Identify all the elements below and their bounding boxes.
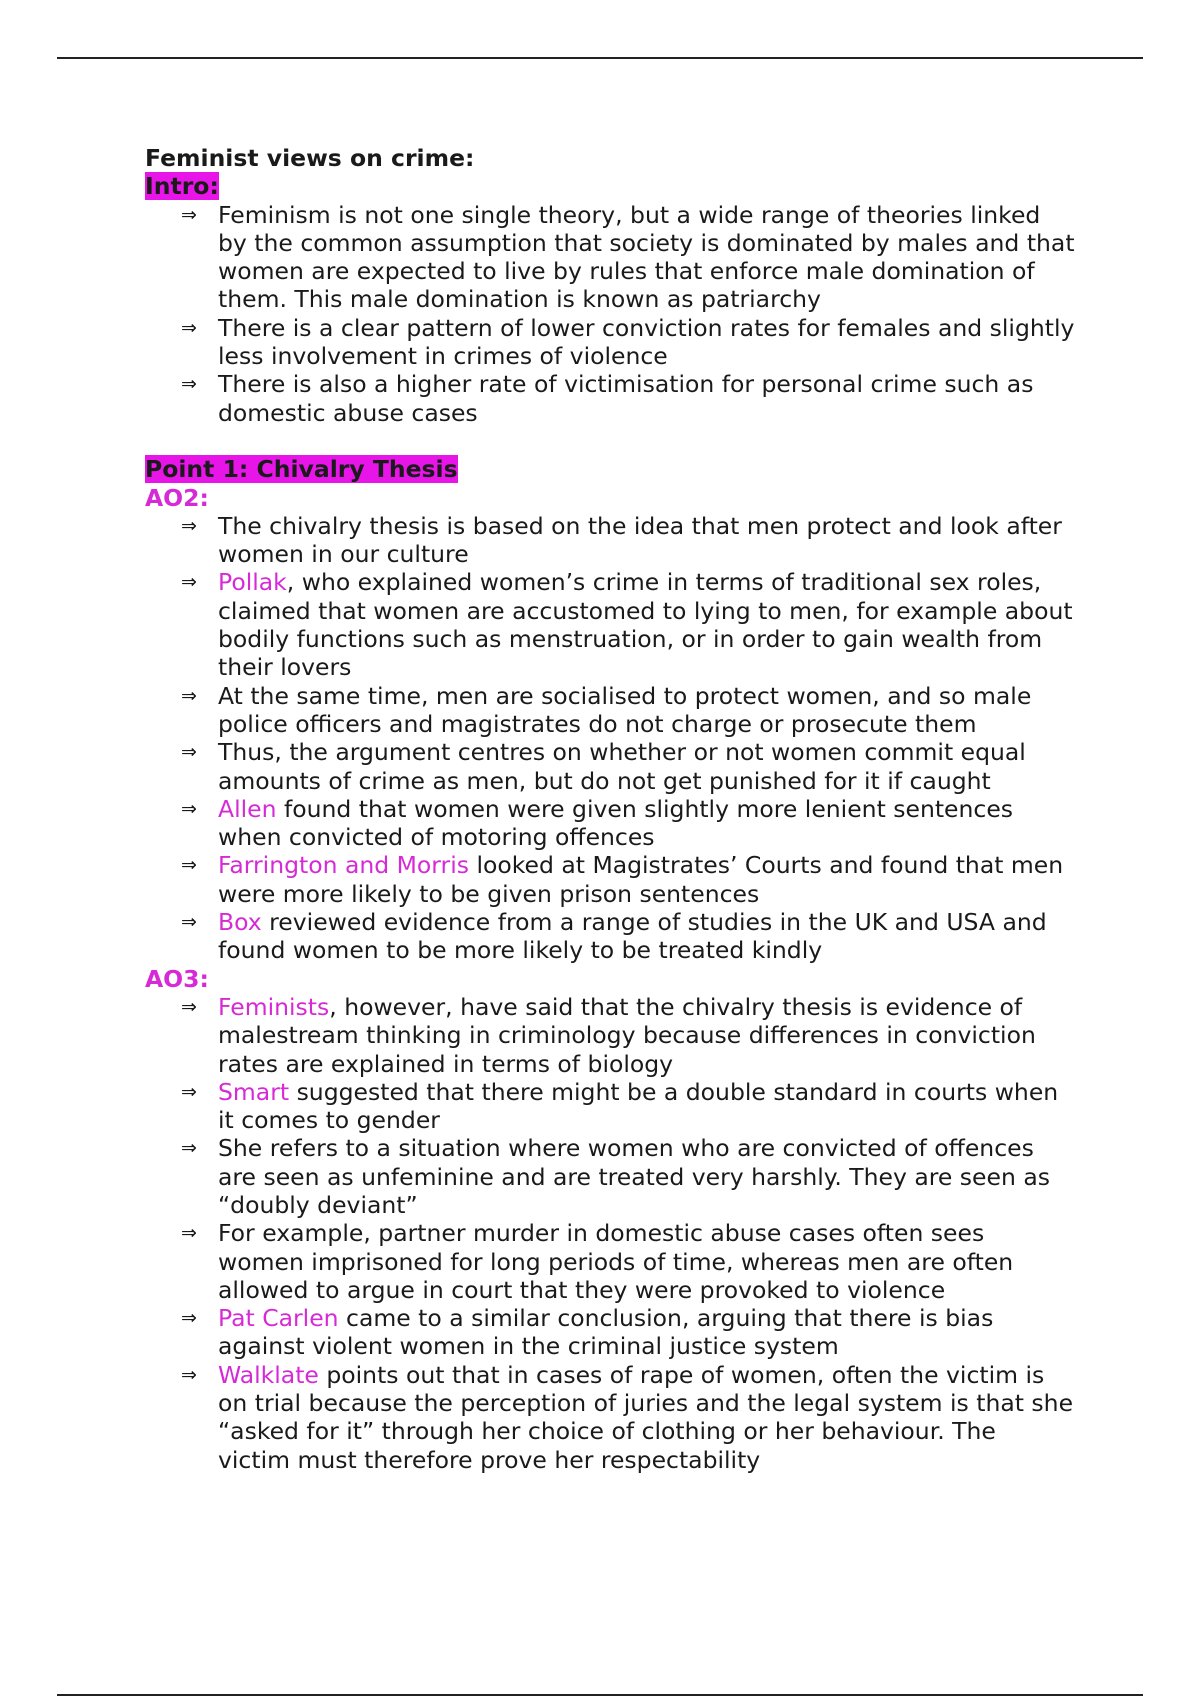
double-arrow-icon: ⇒	[181, 373, 197, 396]
double-arrow-icon: ⇒	[181, 684, 197, 707]
list-item	[181, 200, 1075, 314]
cited-name: Box	[218, 908, 262, 937]
double-arrow-icon: ⇒	[181, 1080, 197, 1103]
double-arrow-icon: ⇒	[181, 911, 197, 934]
list-item	[181, 370, 1075, 427]
list-item	[181, 568, 1075, 682]
bullet-text: , who explained women’s crime in terms of traditional sex roles, claimed that women are accustomed to lying to men, for example about bodily functions such as menstruation, or in order to gain wealth from their lovers	[218, 568, 1073, 682]
point1-heading	[145, 455, 1075, 483]
bullet-text: There is also a higher rate of victimisation for personal crime such as domestic abuse cases	[218, 370, 1034, 427]
ao2-label: AO2:	[145, 483, 209, 512]
cited-name: Pollak	[218, 568, 287, 597]
document-body	[145, 144, 1075, 1474]
double-arrow-icon: ⇒	[181, 1137, 197, 1160]
cited-name: Pat Carlen	[218, 1304, 339, 1333]
list-item	[181, 1134, 1075, 1219]
double-arrow-icon: ⇒	[181, 1363, 197, 1386]
double-arrow-icon: ⇒	[181, 741, 197, 764]
bullet-text: reviewed evidence from a range of studies in the UK and USA and found women to be more likely to be treated kindly	[218, 908, 1047, 965]
bullet-text: There is a clear pattern of lower conviction rates for females and slightly less involvement in crimes of violence	[218, 313, 1075, 371]
ao3-label: AO3:	[145, 964, 209, 993]
bullet-text: The chivalry thesis is based on the idea that men protect and look after women in our culture	[218, 511, 1062, 569]
bullet-text: looked at Magistrates’ Courts and found that men were more likely to be given prison sentences	[218, 851, 1064, 908]
double-arrow-icon: ⇒	[181, 571, 197, 594]
ao2-bullet-list	[145, 512, 1075, 965]
list-item	[181, 1360, 1075, 1474]
bullet-text: found that women were given slightly more lenient sentences when convicted of motoring offences	[218, 794, 1014, 852]
page-title: Feminist views on crime:	[145, 144, 475, 172]
list-item	[181, 908, 1075, 965]
bullet-text: Thus, the argument centres on whether or not women commit equal amounts of crime as men, but do not get punished for it if caught	[218, 738, 1026, 795]
list-item	[181, 1304, 1075, 1361]
list-item	[181, 794, 1075, 852]
bullet-text: For example, partner murder in domestic abuse cases often sees women imprisoned for long periods of time, whereas men are often allowed to argue in court that they were provoked to violence	[218, 1219, 1014, 1304]
double-arrow-icon: ⇒	[181, 514, 197, 537]
double-arrow-icon: ⇒	[181, 203, 197, 226]
bullet-text: points out that in cases of rape of women, often the victim is on trial because the perception of juries and the legal system is that she “asked for it” through her choice of clothing or her behaviour. The victim must therefore prove her respectability	[218, 1360, 1074, 1474]
list-item	[181, 1219, 1075, 1304]
bullet-text: , however, have said that the chivalry thesis is evidence of malestream thinking in criminology because differences in conviction rates are explained in terms of biology	[218, 992, 1036, 1078]
double-arrow-icon: ⇒	[181, 854, 197, 877]
double-arrow-icon: ⇒	[181, 1307, 197, 1330]
cited-name: Farrington and Morris	[218, 851, 469, 880]
bullet-text: came to a similar conclusion, arguing that there is bias against violent women in the criminal justice system	[218, 1304, 994, 1361]
intro-heading	[145, 172, 1075, 200]
section-spacer	[145, 427, 1075, 455]
cited-name: Smart	[218, 1077, 290, 1106]
double-arrow-icon: ⇒	[181, 797, 197, 820]
cited-name: Allen	[218, 794, 277, 823]
bullet-text: She refers to a situation where women who are convicted of offences are seen as unfeminine and are treated very harshly. They are seen as “doubly deviant”	[218, 1134, 1050, 1219]
list-item	[181, 992, 1075, 1078]
list-item	[181, 851, 1075, 908]
bullet-text: suggested that there might be a double standard in courts when it comes to gender	[218, 1077, 1059, 1135]
double-arrow-icon: ⇒	[181, 995, 197, 1018]
bottom-rule	[57, 1694, 1143, 1696]
point1-heading-highlight: Point 1: Chivalry Thesis	[145, 455, 458, 484]
intro-bullet-list	[145, 201, 1075, 427]
list-item	[181, 511, 1075, 569]
double-arrow-icon: ⇒	[181, 1222, 197, 1245]
bullet-text: Feminism is not one single theory, but a wide range of theories linked by the common assumption that society is dominated by males and that women are expected to live by rules that enforce male domination of them. This male domination is known as patriarchy	[218, 200, 1075, 314]
top-rule	[57, 57, 1143, 59]
double-arrow-icon: ⇒	[181, 316, 197, 339]
ao3-bullet-list	[145, 993, 1075, 1474]
list-item	[181, 738, 1075, 795]
cited-name: Walklate	[218, 1360, 319, 1389]
bullet-text: At the same time, men are socialised to protect women, and so male police officers and magistrates do not charge or prosecute them	[218, 681, 1032, 738]
list-item	[181, 313, 1075, 371]
list-item	[181, 681, 1075, 739]
cited-name: Feminists	[218, 992, 330, 1021]
intro-heading-highlight: Intro:	[145, 172, 219, 201]
list-item	[181, 1077, 1075, 1135]
